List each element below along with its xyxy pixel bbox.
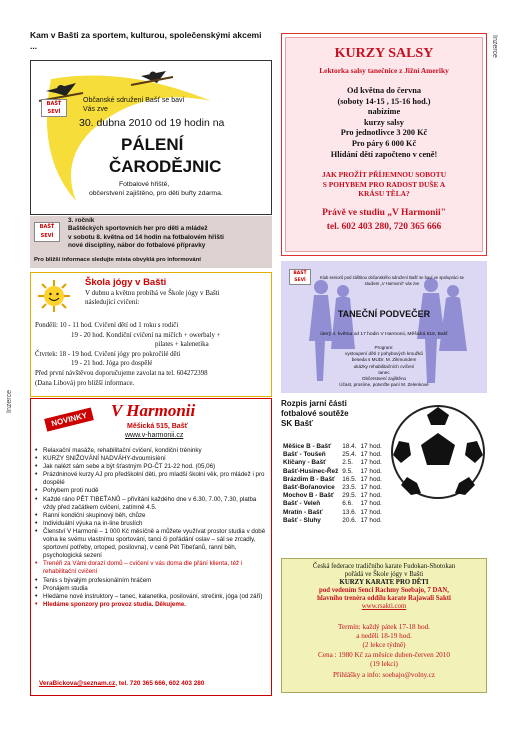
novinky-badge: NOVINKY	[44, 407, 94, 431]
karate-line: Termín: každý pátek 17-18 hod.	[338, 623, 430, 631]
salsa-inner	[285, 37, 483, 252]
match-date: 16.5.	[342, 475, 357, 483]
match-time: 17 hod.	[360, 443, 382, 450]
yoga-school-ad	[30, 272, 272, 397]
table-row	[281, 484, 384, 492]
football-schedule	[281, 399, 487, 549]
yoga-line: 19 - 20 hod. Kondiční cvičení na míčích + owerbaly +	[71, 331, 221, 339]
match-date: 29.5.	[342, 492, 357, 500]
karate-courses-ad	[281, 558, 487, 693]
match-teams: Mratín - Bašť	[283, 508, 323, 516]
table-row	[281, 476, 384, 484]
witch-place: Fotbalové hřiště,	[119, 181, 170, 188]
witch-burning-ad	[30, 60, 272, 215]
dance-intro: Klub seniorů pod záštitou občanského sdružení Bašť se baví ve spolupráci se studiem „V Harmonii" vás zve	[319, 275, 465, 286]
salsa-line: Hlídání dětí započteno v ceně!	[330, 149, 438, 159]
table-row	[281, 459, 384, 467]
witch-title2: ČARODĚJNIC	[109, 157, 222, 176]
table-row	[281, 509, 384, 517]
match-time: 17 hod.	[360, 492, 382, 500]
table-row	[281, 492, 384, 500]
sports-games-ad	[30, 216, 272, 268]
match-teams: Bašť - Veleň	[283, 500, 321, 508]
table-row	[281, 500, 384, 508]
tour-text	[68, 217, 224, 250]
harm-web-link[interactable]: www.v-harmonii.cz	[125, 432, 184, 439]
match-teams: Brázdim B - Bašť	[283, 475, 336, 483]
list-item: • Hledáme nové instruktory – tanec, kalanetika, posilování, strečink, jóga (od září)	[35, 593, 269, 601]
list-item: • Hledáme sponzory pro provoz studia. Děkujeme.	[35, 601, 269, 609]
salsa-line: Od května do června	[347, 86, 421, 95]
match-date: 6.6.	[342, 500, 353, 508]
match-time: 17 hod.	[360, 475, 382, 483]
match-date: 9.5.	[342, 467, 353, 475]
page-header: Kam v Bašti za sportem, kulturou, společenskými akcemi ...	[30, 30, 262, 51]
tour-line: nové disciplíny, nábor do fotbalové přípravky	[68, 241, 206, 249]
witch-food: občerstvení zajištěno, pro děti buřty zdarma.	[89, 190, 223, 197]
match-time: 17 hod.	[360, 484, 382, 492]
karate-line: pořádá ve Škole jógy v Bašti	[344, 571, 424, 578]
salsa-slogan	[286, 170, 482, 199]
table-row	[281, 443, 384, 451]
harm-phone: , tel. 720 365 666, 602 403 280	[115, 680, 205, 687]
bast-sevi-logo: BAŠŤ SEVÍ	[41, 99, 67, 117]
yoga-intro-line: následující cvičení:	[85, 298, 140, 306]
witch-date: 30. dubna 2010 od 19 hodin na	[79, 117, 225, 129]
harm-address: Měšická 515, Bašť	[127, 423, 188, 430]
football-title-line: fotbalové soutěže	[281, 409, 349, 418]
match-date: 2.5.	[342, 459, 353, 467]
match-teams: Bašť-Husinec-Řež	[283, 467, 339, 475]
match-time: 17 hod.	[360, 467, 382, 475]
football-title-line: SK Bašť	[281, 419, 313, 428]
harm-services-list	[35, 447, 269, 609]
match-teams: Bašť-Bořanovice	[283, 484, 335, 492]
yoga-line: (Dana Libová) pro bližší informace.	[35, 379, 135, 387]
salsa-line: Pro páry 6 000 Kč	[351, 138, 417, 148]
karate-line: Česká federace tradičního karate Fudokan-Shotokan	[312, 563, 456, 570]
match-time: 17 hod.	[360, 508, 382, 516]
karate-line: pod vedením Senci Rachmy Soebajo, 7 DAN,	[319, 587, 449, 594]
salsa-info	[286, 86, 482, 160]
dance-program	[281, 345, 487, 388]
dance-program-line: ukázky rehabilitačních cvičení	[353, 363, 415, 369]
karate-line: Cena : 1980 Kč za měsíce duben-červen 2010	[318, 651, 450, 659]
yoga-line: Čtvrtek: 18 - 19 hod. Cvičení jógy pro pokročilé děti	[35, 350, 181, 358]
table-row	[281, 517, 384, 525]
side-label-left: Inzerce	[6, 390, 13, 413]
v-harmonii-ad	[30, 398, 272, 696]
football-title-line: Rozpis jarní části	[281, 399, 347, 408]
dance-title: TANEČNÍ PODVEČER	[337, 309, 431, 319]
tour-footer: Pro bližší informace sledujte místa obvyklá pro informování	[34, 257, 201, 263]
yoga-line: Před první návštěvou doporučujeme zavolat na tel. 604272398	[35, 369, 208, 377]
yoga-intro-line: V dubnu a květnu probíhá ve Škole jógy v Bašti	[85, 289, 220, 297]
tour-line: 3. ročník	[68, 217, 95, 224]
match-date: 25.4.	[342, 451, 357, 459]
football-title	[281, 399, 349, 429]
list-item	[35, 496, 269, 512]
match-teams: Bašť - Sluhy	[283, 516, 321, 524]
match-time: 17 hod.	[360, 459, 382, 467]
karate-line: hlavního trenéra oddílu karate Rajawali Sakti	[317, 595, 451, 602]
list-item: • Tenis s bývalým profesionálním hráčem	[35, 577, 269, 585]
list-item: • Pohybem proti nudě	[35, 487, 269, 495]
witch-title1: PÁLENÍ	[121, 135, 184, 154]
match-time: 17 hod.	[360, 500, 382, 508]
match-time: 17 hod.	[360, 451, 382, 459]
slogan-line: JAK PROŽÍT PŘÍJEMNOU SOBOTU	[321, 170, 447, 179]
salsa-studio: Právě ve studiu „V Harmonii"	[322, 208, 446, 218]
table-row	[281, 451, 384, 459]
match-time: 17 hod.	[360, 516, 382, 524]
dance-program-line: Program:	[374, 345, 394, 350]
table-row	[281, 468, 384, 476]
dance-program-line: Účast, prosíme, potvrďte paní M. Zelenkové	[339, 382, 429, 388]
list-item-text: Každé ráno PĚT TIBEŤANŮ – přivítání každého dne v 6.30, 7.00, 7.30, platba vždy před začátkem cvičení, zatímně 4.5.	[43, 495, 257, 511]
list-item: • Relaxační masáže, rehabilitační cvičení, kondiční tréninky	[35, 447, 269, 455]
salsa-phone: tel. 602 403 280, 720 365 666	[326, 222, 442, 232]
witch-line1: Občanské sdružení Bašť se baví	[83, 97, 185, 104]
dance-program-line: tanec	[378, 369, 390, 375]
yoga-line: Pondělí: 10 - 11 hod. Cvičení dětí od 1 roku s rodiči	[35, 322, 179, 329]
witch-line2: Vás zve	[83, 106, 108, 113]
sun-icon	[37, 279, 71, 313]
yoga-line: 19 - 21 hod. Jóga pro dospělé	[71, 360, 153, 368]
match-date: 13.6.	[342, 508, 357, 516]
list-item: • Pronájem studia	[35, 585, 269, 593]
match-teams: Bašť - Toušeň	[283, 451, 326, 459]
salsa-line: kurzy salsy	[364, 117, 404, 127]
dance-program-line: beseda s MUDr. M. Zikmundem	[351, 357, 417, 363]
slogan-line: KRÁSU TĚLA?	[358, 189, 410, 199]
list-item: • Jak nalézt sám sebe a být šťastným PO-ČT 21-22 hod. (05,06)	[35, 463, 269, 471]
yoga-line: pilates + kalenetika	[155, 341, 209, 349]
karate-info-line[interactable]: Přihlášky a info: soebajo@volny.cz	[333, 671, 435, 679]
salsa-line: (soboty 14-15 , 15-16 hod.)	[337, 96, 431, 106]
yoga-title: Škola jógy v Bašti	[85, 277, 167, 288]
list-item: • Trenéři za Vámi dorazí domů – cvičení v vás doma dle přání klienta, též i rehabilitační cvičení	[35, 560, 269, 576]
slogan-line: S POHYBEM PRO RADOST DUŠE A	[322, 179, 446, 189]
side-label-right: Inzerce	[491, 35, 498, 58]
yoga-intro	[85, 289, 220, 307]
bast-sevi-logo: BAŠŤ SEVÍ	[289, 269, 311, 285]
harm-email-link[interactable]: VeraBickova@seznam.cz	[39, 680, 116, 687]
salsa-title: KURZY SALSY	[334, 46, 434, 61]
tour-line: Baštěckých sportovních her pro děti a mládež	[68, 225, 208, 233]
list-item: • KURZY SNIŽOVÁNÍ NADVÁHY-dvoumìsíèní	[35, 455, 269, 463]
match-teams: Klíčany - Bašť	[283, 459, 327, 467]
yoga-schedule	[35, 321, 271, 388]
football-results-table	[281, 443, 384, 525]
dance-program-line: vystoupení dětí z pohybových kroužků	[345, 351, 423, 357]
karate-line: KURZY KARATE PRO DĚTI	[339, 579, 429, 586]
football-ball-icon	[389, 403, 487, 501]
harm-title: V Harmonii	[111, 401, 196, 420]
harm-contact	[39, 680, 204, 687]
tour-line: v sobotu 8. května od 14 hodin na fotbalovém hřišti	[68, 233, 224, 241]
dance-program-line: Občerstvení zajištěno	[361, 376, 407, 382]
karate-line: (19 lekcí)	[370, 660, 398, 668]
karate-web-link[interactable]: www.rsakti.com	[361, 603, 407, 610]
match-date: 20.6.	[342, 516, 357, 524]
match-teams: Měšice B - Bašť	[283, 443, 332, 450]
list-item: • Ranní kondiční skupinový běh, chůze	[35, 512, 269, 520]
match-teams: Mochov B - Bašť	[283, 492, 334, 500]
karate-line: a neděli 18-19 hod.	[356, 632, 412, 640]
bast-sevi-logo: BAŠŤ SEVÍ	[34, 222, 60, 242]
match-date: 23.5.	[342, 484, 357, 492]
match-date: 18.4.	[342, 443, 357, 450]
salsa-line: nabízíme	[367, 107, 401, 117]
dance-when: úterý 4. května od 17 hodin V Harmonii, Měšická 515, Bašť	[320, 332, 448, 337]
salsa-line: Pro jednotlivce 3 200 Kč	[340, 128, 428, 138]
list-item: • Prázdninové kurzy AJ pro předškolní děti, pro mladší školní věk, pro mládež i pro dospělé	[35, 471, 269, 487]
list-item: • Individuální výuka na in-line bruslích	[35, 520, 269, 528]
karate-line: (2 lekce týdně)	[362, 641, 406, 649]
dance-evening-ad	[281, 261, 487, 393]
list-item: • Členství V Harmonii – 1 000 Kč měsíčně a můžete využívat prostor studia v době volna ke svému vlastnímu sportování, tanci či pořádání oslav – sál se zrcadly, sportovní potřeby, ortoped, posilovna), v ceně Pět Tibeťanů, ranní běh, psychologická sezení	[35, 528, 269, 560]
salsa-courses-ad	[281, 33, 487, 256]
salsa-subtitle: Lektorka salsy tanečnice z Jižní Ameriky	[319, 66, 449, 75]
